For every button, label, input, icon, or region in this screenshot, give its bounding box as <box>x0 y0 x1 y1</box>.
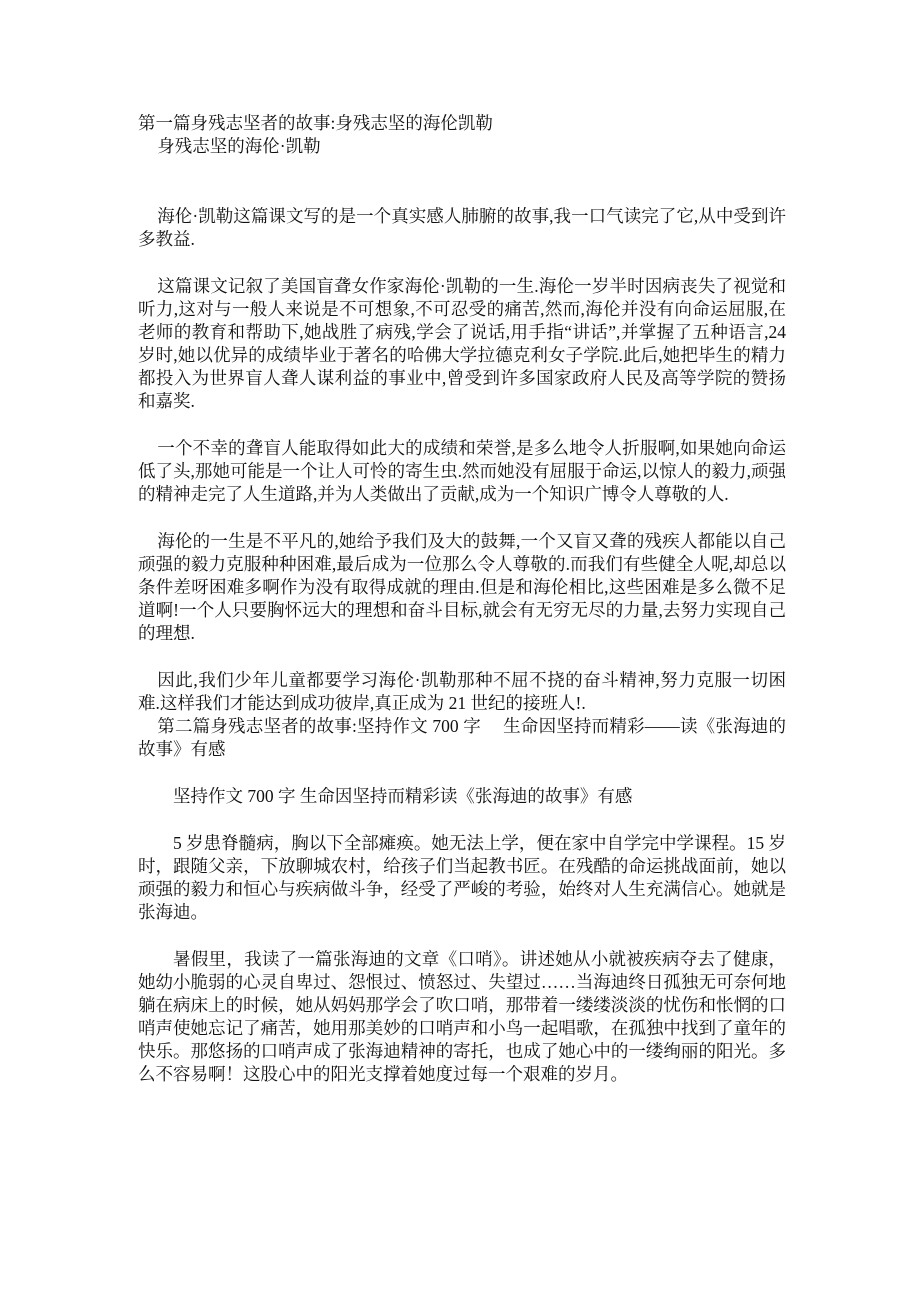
paragraph: 海伦·凯勒这篇课文写的是一个真实感人肺腑的故事,我一口气读完了它,从中受到许多教益. <box>138 206 786 249</box>
section-1-title: 第一篇身残志坚者的故事:身残志坚的海伦凯勒 <box>138 113 493 133</box>
document-page <box>138 112 786 1086</box>
section-2-subtitle: 坚持作文 700 字 生命因坚持而精彩读《张海迪的故事》有感 <box>173 786 633 806</box>
paragraph: 一个不幸的聋盲人能取得如此大的成绩和荣誉,是多么地令人折服啊,如果她向命运低了头,那她可能是一个让人可怜的寄生虫.然而她没有屈服于命运,以惊人的毅力,顽强的精神走完了人生道路,并为人类做出了贡献,成为一个知识广博令人尊敬的人. <box>138 438 786 504</box>
paragraph: 这篇课文记叙了美国盲聋女作家海伦·凯勒的一生.海伦一岁半时因病丧失了视觉和听力,这对与一般人来说是不可想象,不可忍受的痛苦,然而,海伦并没有向命运屈服,在老师的教育和帮助下,她战胜了病残,学会了说话,用手指“讲话”,并掌握了五种语言,24 岁时,她以优异的成绩毕业于著名的哈佛大学拉德克利女子学院.此后,她把毕生的精力都投入为世界盲人聋人谋利益的事业中,曾受到许多国家政府人民及高等学院的赞扬和嘉奖. <box>138 276 786 411</box>
paragraph: 因此,我们少年儿童都要学习海伦·凯勒那种不屈不挠的奋斗精神,努力克服一切困难.这样我们才能达到成功彼岸,真正成为 21 世纪的接班人!. <box>138 670 786 713</box>
paragraph: 海伦的一生是不平凡的,她给予我们及大的鼓舞,一个又盲又聋的残疾人都能以自己顽强的毅力克服种种困难,最后成为一位那么令人尊敬的.而我们有些健全人呢,却总以条件差呀困难多啊作为没有取得成就的理由.但是和海伦相比,这些困难是多么微不足道啊!一个人只要胸怀远大的理想和奋斗目标,就会有无穷无尽的力量,去努力实现自己的理想. <box>138 531 786 643</box>
section-1-subtitle: 身残志坚的海伦·凯勒 <box>157 136 321 156</box>
paragraph: 暑假里，我读了一篇张海迪的文章《口哨》。讲述她从小就被疾病夺去了健康，她幼小脆弱的心灵自卑过、怨恨过、愤怒过、失望过……当海迪终日孤独无可奈何地躺在病床上的时候，她从妈妈那学会了吹口哨，那带着一缕缕淡淡的忧伤和怅惘的口哨声使她忘记了痛苦，她用那美妙的口哨声和小鸟一起唱歌，在孤独中找到了童年的快乐。那悠扬的口哨声成了张海迪精神的寄托，也成了她心中的一缕绚丽的阳光。多么不容易啊！这股心中的阳光支撑着她度过每一个艰难的岁月。 <box>138 949 786 1084</box>
section-2-title: 第二篇身残志坚者的故事:坚持作文 700 字 生命因坚持而精彩——读《张海迪的故事》有感 <box>138 716 786 759</box>
paragraph: 5 岁患脊髓病，胸以下全部瘫痪。她无法上学，便在家中自学完中学课程。15 岁时，跟随父亲，下放聊城农村，给孩子们当起教书匠。在残酷的命运挑战面前，她以顽强的毅力和恒心与疾病做斗争，经受了严峻的考验，始终对人生充满信心。她就是张海迪。 <box>138 833 786 922</box>
